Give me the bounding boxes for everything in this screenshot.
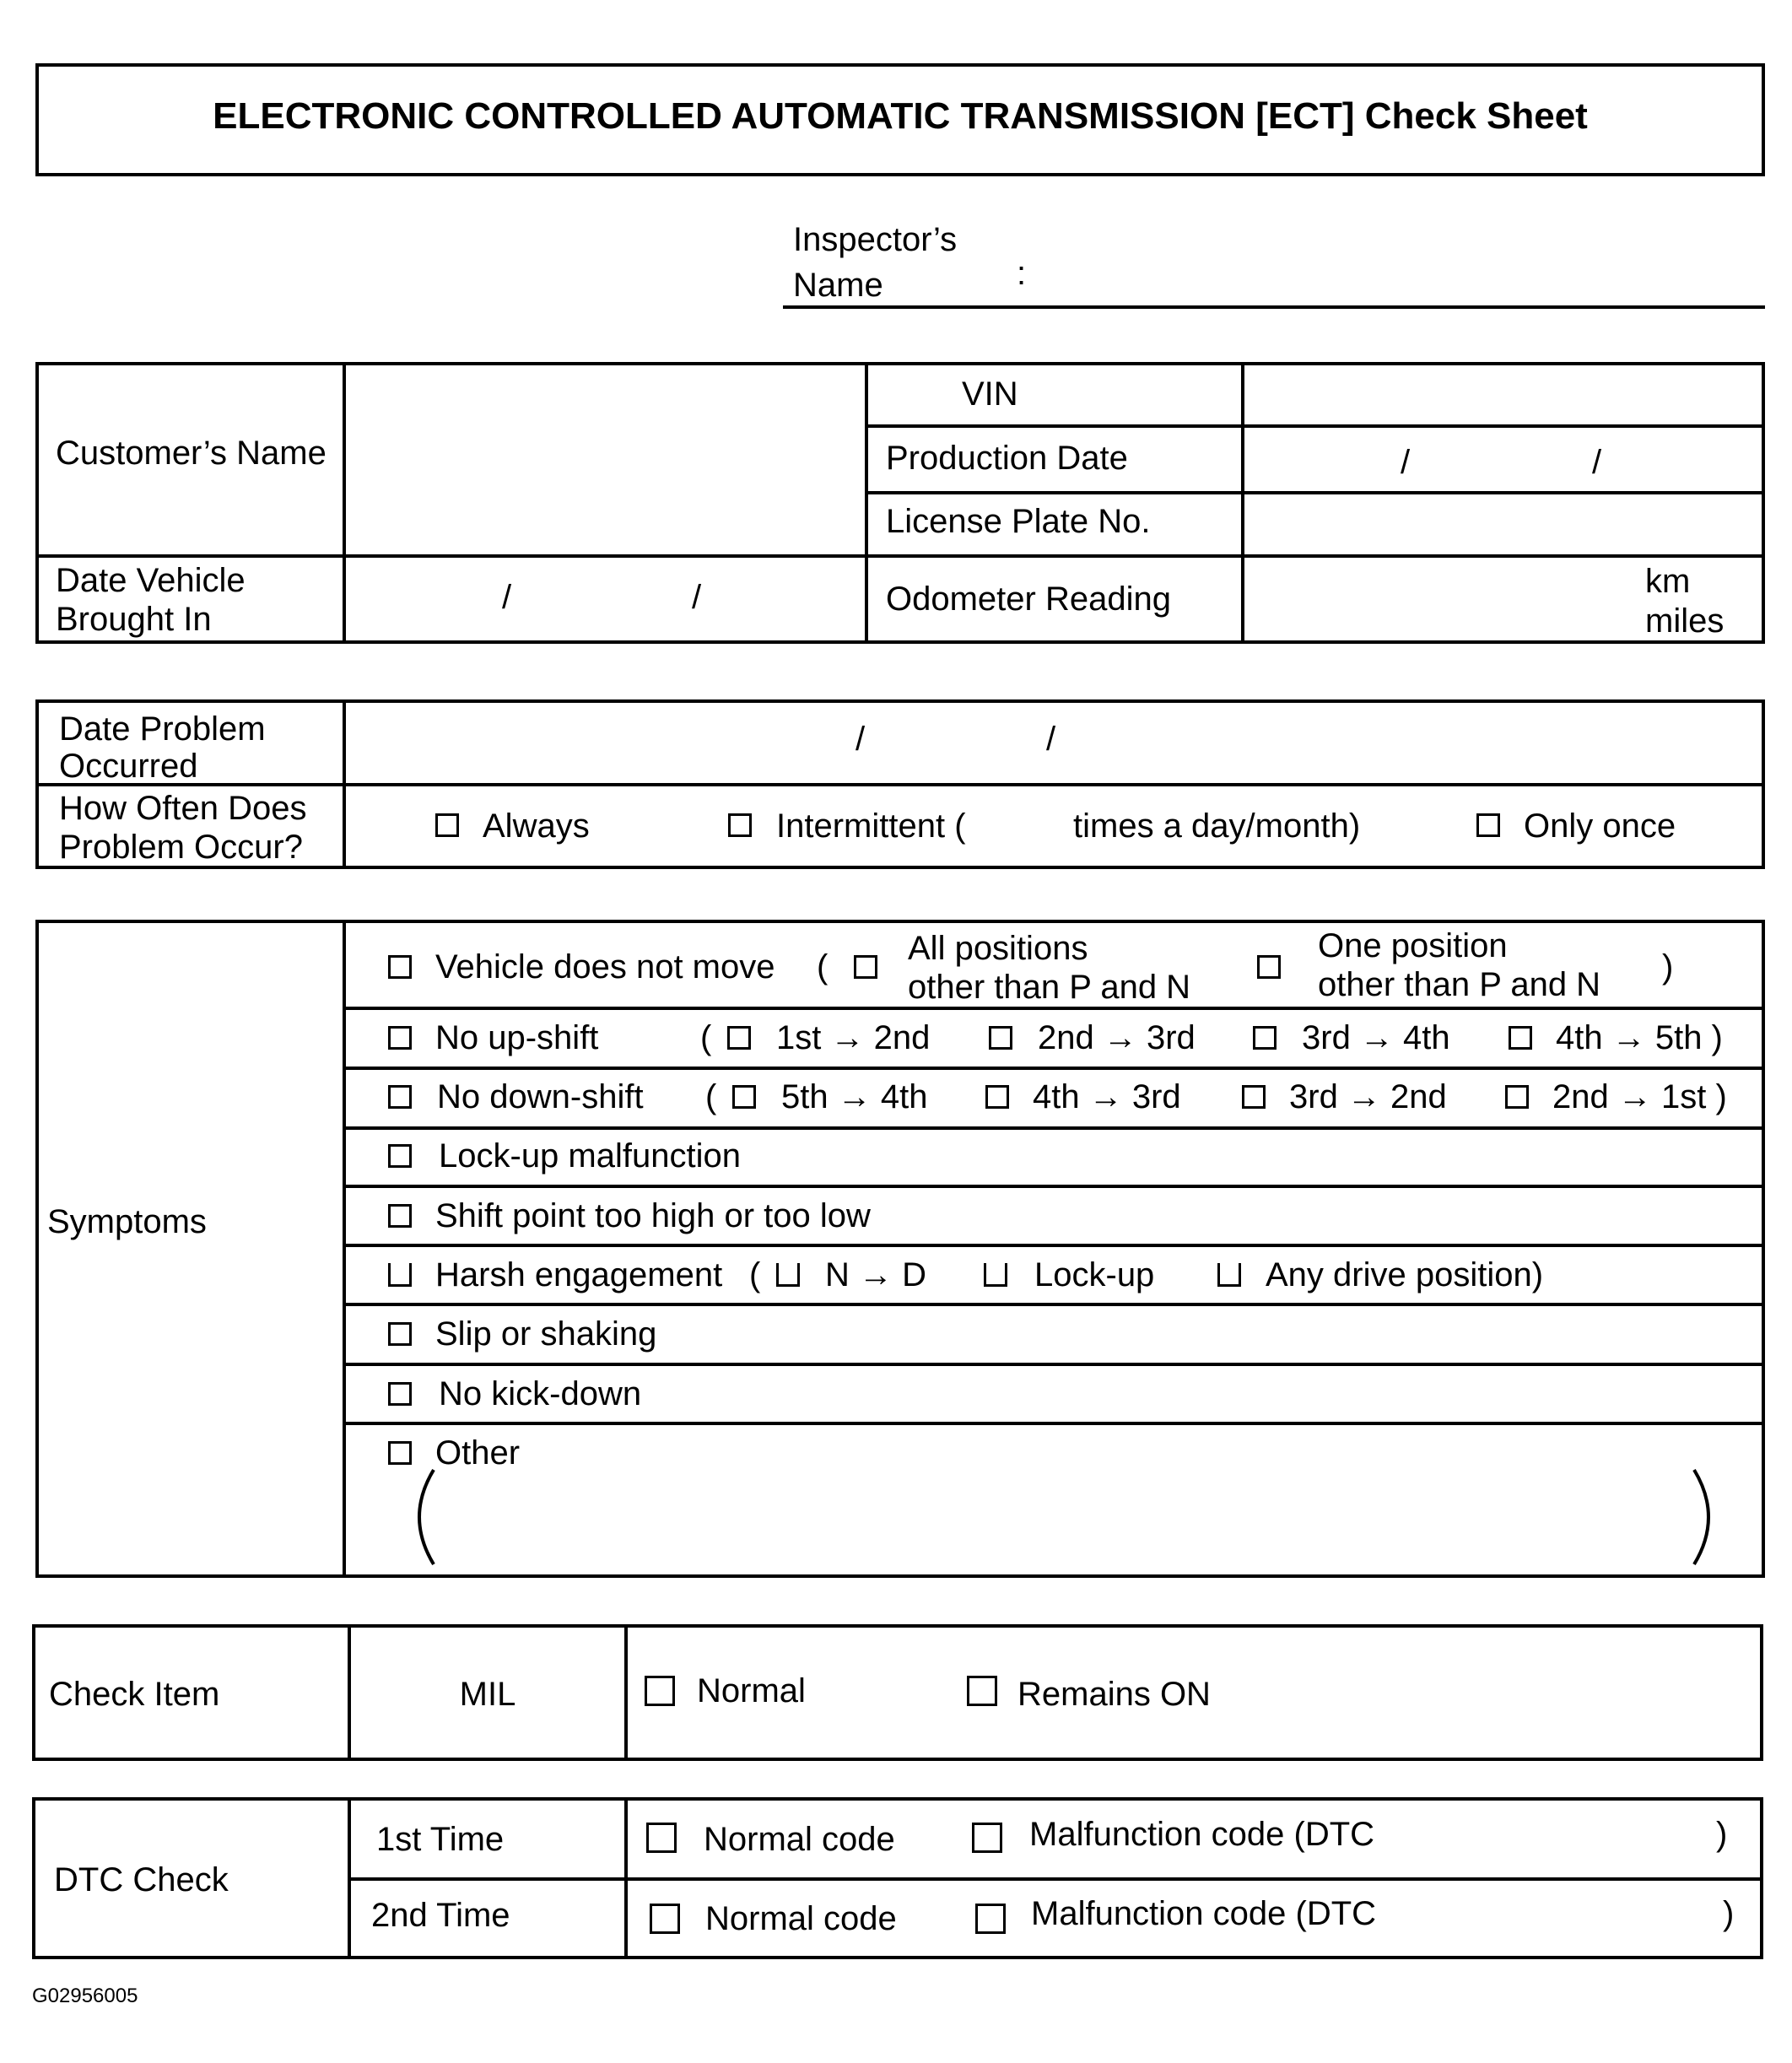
harsh-open-paren: ( (749, 1256, 761, 1293)
upshift-4-5-label: 4th → 5th ) (1556, 1019, 1723, 1056)
close-paren: ) (1662, 948, 1674, 986)
dtc-first-close-paren: ) (1716, 1816, 1728, 1853)
customer-name-label: Customer’s Name (56, 435, 327, 472)
other-close-bracket (1689, 1466, 1723, 1568)
other-field[interactable] (447, 1470, 1687, 1563)
all-positions-checkbox[interactable] (854, 955, 877, 979)
date-problem-slash-1: / (856, 721, 866, 758)
downshift-4-3-checkbox[interactable] (985, 1085, 1009, 1109)
harsh-any-drive-label: Any drive position) (1266, 1256, 1544, 1293)
production-date-slash-1: / (1401, 444, 1411, 481)
mil-normal-checkbox[interactable] (645, 1676, 675, 1706)
inspector-label: Inspector’s (793, 221, 958, 258)
figure-id: G02956005 (32, 1985, 138, 2007)
dtc-first-time-label: 1st Time (376, 1821, 505, 1858)
no-upshift-checkbox[interactable] (388, 1026, 412, 1050)
upshift-3-4-checkbox[interactable] (1253, 1026, 1277, 1050)
shift-point-label: Shift point too high or too low (435, 1197, 871, 1234)
upshift-2-3-checkbox[interactable] (989, 1026, 1012, 1050)
harsh-engagement-label: Harsh engagement (435, 1256, 723, 1293)
all-positions-label: All positions (908, 930, 1088, 967)
odometer-label: Odometer Reading (886, 581, 1171, 618)
inspector-label-name: Name (793, 267, 883, 304)
how-often-label-2: Problem Occur? (59, 829, 303, 866)
dtc-check-label: DTC Check (54, 1861, 229, 1898)
date-brought-in-slash-2: / (692, 579, 702, 616)
dtc-second-normal-checkbox[interactable] (650, 1904, 680, 1934)
dtc-first-normal-label: Normal code (704, 1821, 895, 1858)
downshift-2-1-checkbox[interactable] (1505, 1085, 1529, 1109)
date-problem-label: Date Problem (59, 710, 266, 748)
other-open-bracket (405, 1466, 439, 1568)
other-checkbox[interactable] (388, 1441, 412, 1465)
harsh-lockup-label: Lock-up (1034, 1256, 1155, 1293)
other-label: Other (435, 1434, 521, 1472)
inspector-colon: : (1017, 255, 1027, 292)
slip-shaking-label: Slip or shaking (435, 1315, 657, 1353)
does-not-move-label: Vehicle does not move (435, 948, 775, 986)
all-positions-label-2: other than P and N (908, 969, 1191, 1006)
dtc-second-malfunction-checkbox[interactable] (975, 1904, 1006, 1934)
vin-field[interactable] (1244, 365, 1762, 424)
upshift-2-3-label: 2nd → 3rd (1038, 1019, 1196, 1056)
dtc-first-normal-checkbox[interactable] (646, 1823, 677, 1853)
slip-shaking-checkbox[interactable] (388, 1322, 412, 1346)
check-item-table (32, 1624, 1763, 1761)
production-date-label: Production Date (886, 440, 1128, 477)
downshift-3-2-label: 3rd → 2nd (1289, 1078, 1447, 1115)
shift-point-checkbox[interactable] (388, 1204, 412, 1228)
only-once-label: Only once (1524, 807, 1676, 845)
vin-label: VIN (962, 375, 1018, 413)
mil-remains-on-checkbox[interactable] (967, 1676, 997, 1706)
one-position-label: One position (1318, 927, 1508, 964)
how-often-label: How Often Does (59, 790, 307, 827)
odometer-unit-km: km (1645, 563, 1691, 600)
downshift-4-3-label: 4th → 3rd (1033, 1078, 1181, 1115)
dtc-second-normal-label: Normal code (705, 1900, 897, 1937)
date-brought-in-slash-1: / (502, 579, 512, 616)
always-checkbox[interactable] (435, 813, 459, 837)
only-once-checkbox[interactable] (1476, 813, 1500, 837)
no-upshift-label: No up-shift (435, 1019, 599, 1056)
no-downshift-label: No down-shift (437, 1078, 644, 1115)
dtc-first-malfunction-label: Malfunction code (DTC (1029, 1816, 1375, 1853)
dtc-first-code-field[interactable] (1401, 1806, 1713, 1873)
harsh-lockup-checkbox[interactable] (984, 1263, 1007, 1287)
mil-remains-on-label: Remains ON (1017, 1676, 1211, 1713)
mil-label: MIL (459, 1676, 516, 1713)
downshift-5-4-label: 5th → 4th (781, 1078, 928, 1115)
downshift-3-2-checkbox[interactable] (1242, 1085, 1266, 1109)
upshift-1-2-label: 1st → 2nd (776, 1019, 931, 1056)
harsh-n-d-label: N → D (825, 1256, 926, 1293)
upshift-1-2-checkbox[interactable] (727, 1026, 751, 1050)
odometer-unit-miles: miles (1645, 602, 1725, 640)
no-kickdown-checkbox[interactable] (388, 1382, 412, 1406)
mil-normal-label: Normal (697, 1672, 806, 1709)
license-plate-label: License Plate No. (886, 503, 1151, 540)
always-label: Always (483, 807, 590, 845)
dtc-second-malfunction-label: Malfunction code (DTC (1031, 1895, 1377, 1932)
dtc-second-code-field[interactable] (1404, 1886, 1716, 1953)
downshift-open-paren: ( (705, 1078, 717, 1115)
harsh-n-d-checkbox[interactable] (776, 1263, 800, 1287)
harsh-any-drive-checkbox[interactable] (1217, 1263, 1241, 1287)
intermittent-label: Intermittent ( (776, 807, 966, 845)
date-brought-in-label-2: Brought In (56, 601, 212, 638)
dtc-second-time-label: 2nd Time (371, 1897, 510, 1934)
times-label: times a day/month) (1073, 807, 1361, 845)
upshift-3-4-label: 3rd → 4th (1302, 1019, 1450, 1056)
intermittent-checkbox[interactable] (728, 813, 752, 837)
open-paren: ( (817, 948, 829, 986)
does-not-move-checkbox[interactable] (388, 955, 412, 979)
symptoms-label: Symptoms (47, 1203, 207, 1240)
lockup-malfunction-label: Lock-up malfunction (439, 1137, 741, 1175)
customer-name-field[interactable] (346, 365, 861, 554)
one-position-checkbox[interactable] (1257, 955, 1281, 979)
check-item-label: Check Item (49, 1676, 220, 1713)
date-problem-label-2: Occurred (59, 748, 198, 785)
license-plate-field[interactable] (1244, 494, 1762, 554)
production-date-slash-2: / (1592, 444, 1602, 481)
upshift-open-paren: ( (700, 1019, 712, 1056)
inspector-name-line[interactable] (783, 305, 1765, 309)
one-position-label-2: other than P and N (1318, 966, 1601, 1003)
date-brought-in-label: Date Vehicle (56, 562, 246, 599)
no-downshift-checkbox[interactable] (388, 1085, 412, 1109)
upshift-4-5-checkbox[interactable] (1509, 1026, 1532, 1050)
dtc-first-malfunction-checkbox[interactable] (972, 1823, 1002, 1853)
no-kickdown-label: No kick-down (439, 1375, 642, 1412)
downshift-2-1-label: 2nd → 1st ) (1552, 1078, 1727, 1115)
page-title: ELECTRONIC CONTROLLED AUTOMATIC TRANSMISSION [ECT] Check Sheet (213, 95, 1588, 137)
lockup-malfunction-checkbox[interactable] (388, 1144, 412, 1168)
dtc-second-close-paren: ) (1723, 1895, 1735, 1932)
downshift-5-4-checkbox[interactable] (732, 1085, 756, 1109)
harsh-engagement-checkbox[interactable] (388, 1263, 412, 1287)
date-problem-slash-2: / (1046, 721, 1056, 758)
